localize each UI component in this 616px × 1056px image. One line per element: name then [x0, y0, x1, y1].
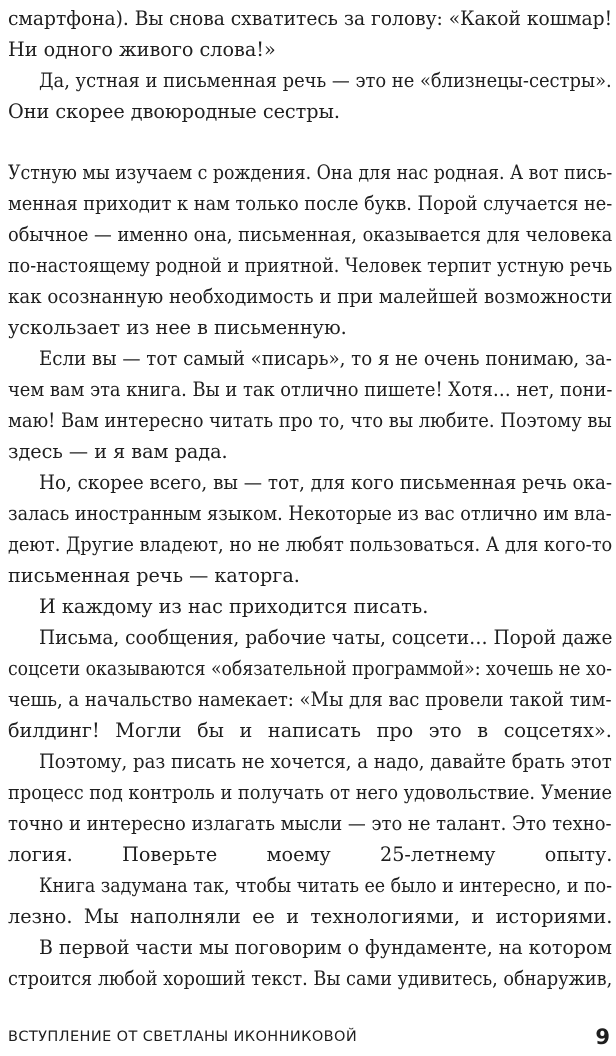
text-line: деют. Другие владеют, но не любят пользоваться. А для кого-то	[8, 533, 613, 556]
page-number: 9	[595, 1025, 610, 1049]
text-line: чешь, а начальство намекает: «Мы для вас провели такой тим-	[8, 688, 612, 711]
text-line: лезно. Мы наполняли ее и технологиями, и историями.	[8, 905, 613, 928]
text-line: соцсети оказываются «обязательной программой»: хочешь не хо-	[8, 657, 612, 680]
text-line: точно и интересно излагать мысли — это не талант. Это техно-	[8, 812, 612, 835]
text-line: залась иностранным языком. Некоторые из вас отлично им вла-	[8, 502, 612, 525]
text-line: В первой части мы поговорим о фундаменте, на котором	[39, 936, 612, 959]
text-line: письменная речь — каторга.	[8, 564, 300, 587]
text-line: билдинг! Могли бы и написать про это в соцсетях».	[8, 719, 612, 742]
text-line: Книга задумана так, чтобы читать ее было и интересно, и по-	[39, 874, 612, 897]
text-line: процесс под контроль и получать от него удовольствие. Умение	[8, 781, 613, 804]
running-head: ВСТУПЛЕНИЕ ОТ СВЕТЛАНЫ ИКОННИКОВОЙ	[8, 1029, 358, 1045]
text-line: Письма, сообщения, рабочие чаты, соцсети… Порой даже	[39, 626, 613, 649]
text-line: Они скорее двоюродные сестры.	[8, 100, 340, 123]
text-line: Если вы — тот самый «писарь», то я не очень понимаю, за-	[39, 347, 612, 370]
text-line: строится любой хороший текст. Вы сами удивитесь, обнаружив,	[8, 967, 613, 990]
text-line: Устную мы изучаем с рождения. Она для нас родная. А вот пись-	[8, 161, 613, 184]
text-line: И каждому из нас приходится писать.	[39, 595, 429, 618]
text-line: Да, устная и письменная речь — это не «близнецы-сестры».	[39, 69, 612, 92]
text-line: менная приходит к нам только после букв. Порой случается не-	[8, 192, 613, 215]
text-line: ускользает из нее в письменную.	[8, 316, 347, 339]
text-line: Ни одного живого слова!»	[8, 38, 276, 61]
text-line: Поэтому, раз писать не хочется, а надо, давайте брать этот	[39, 750, 612, 773]
text-line: как осознанную необходимость и при малейшей возможности	[8, 285, 613, 308]
text-line: смартфона). Вы снова схватитесь за голову: «Какой кошмар!	[8, 7, 613, 30]
text-line: здесь — и я вам рада.	[8, 440, 228, 463]
text-line: чем вам эта книга. Вы и так отлично пишете! Хотя… нет, пони-	[8, 378, 613, 401]
page-footer	[8, 1025, 610, 1052]
text-line: Но, скорее всего, вы — тот, для кого письменная речь ока-	[39, 471, 613, 494]
text-line: обычное — именно она, письменная, оказывается для человека	[8, 223, 613, 246]
text-line: маю! Вам интересно читать про то, что вы любите. Поэтому вы	[8, 409, 612, 432]
text-line: по-настоящему родной и приятной. Человек терпит устную речь	[8, 254, 613, 277]
text-line: логия. Поверьте моему 25-летнему опыту.	[8, 843, 613, 866]
